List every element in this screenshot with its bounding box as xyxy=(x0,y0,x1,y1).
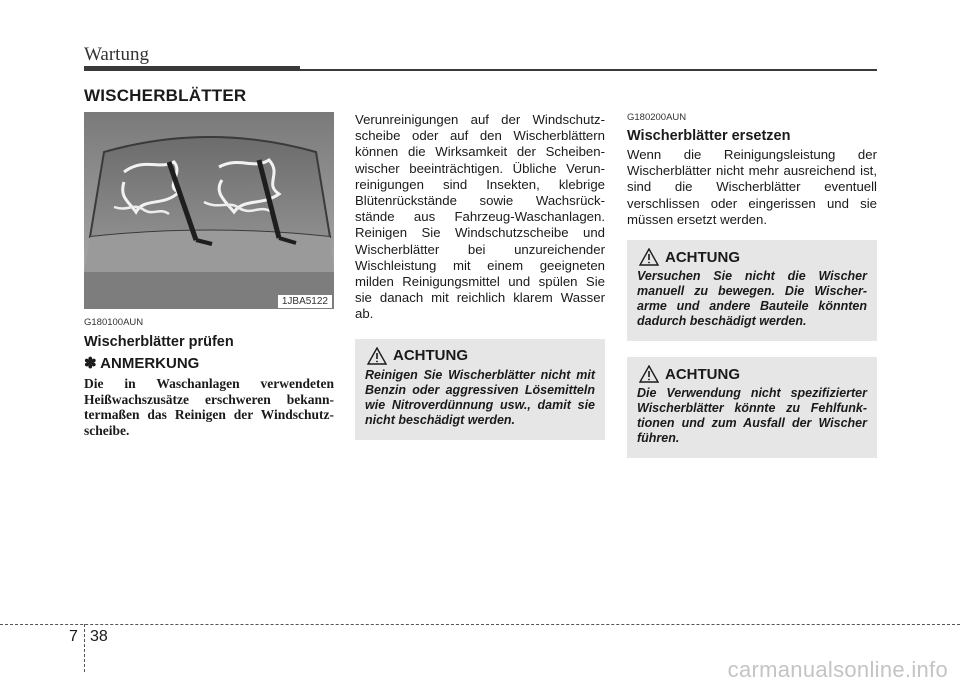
figure-label: 1JBA5122 xyxy=(278,295,332,308)
section-code: G180200AUN xyxy=(627,112,687,123)
middle-column xyxy=(355,112,605,440)
left-column xyxy=(84,112,334,438)
warning-triangle-icon xyxy=(639,248,659,266)
windshield-illustration xyxy=(84,112,334,309)
body-text: Verunreinigungen auf der Windschutz-scheibe oder auf den Wischerblättern können die Wirksamkeit der Scheiben-wischer beeinträchtigen. Übliche Verun-reinigungen sind Insekten, klebrige Blütenrückstände sowie Wachsrück-stände aus Fahrzeug-Waschanlagen. Reinigen Sie Windschutzscheibe und Wischerblätter bei unzureichender Wischleistung mit einem geeigneten milden Reinigungsmittel und spülen Sie sie danach mit reichlich klarem Wasser ab. xyxy=(355,112,605,322)
warning-text: Versuchen Sie nicht die Wischer manuell zu bewegen. Die Wischer-arme und andere Bauteile könnten dadurch beschädigt werden. xyxy=(637,269,867,329)
warning-text: Die Verwendung nicht spezifizierter Wischerblätter könnte zu Fehlfunk-tionen und zum Ausfall der Wischer führen. xyxy=(637,386,867,446)
chapter-number: 7 xyxy=(69,628,78,645)
warning-title: ACHTUNG xyxy=(393,347,468,365)
subheading: Wischerblätter prüfen xyxy=(84,334,234,350)
footer-dashed-rule xyxy=(0,624,960,625)
warning-box xyxy=(627,357,877,458)
warning-triangle-icon xyxy=(367,347,387,365)
warning-heading xyxy=(637,365,867,383)
watermark: carmanualsonline.info xyxy=(727,657,948,682)
warning-title: ACHTUNG xyxy=(665,248,740,266)
section-title: WISCHERBLÄTTER xyxy=(84,86,247,105)
subheading: Wischerblätter ersetzen xyxy=(627,128,791,144)
warning-box xyxy=(627,240,877,341)
body-text: Wenn die Reinigungsleistung der Wischerblätter nicht mehr ausreichend ist, sind die Wischerblätter eventuell verschlissen oder eingerissen und sie müssen ersetzt werden. xyxy=(627,147,877,227)
note-text: Die in Waschanlagen verwendeten Heißwachszusätze erschweren bekann-termaßen das Reinigen der Windschutz-scheibe. xyxy=(84,376,334,438)
warning-heading xyxy=(637,248,867,266)
windshield-wiper-figure xyxy=(84,112,334,309)
header-rule-thick xyxy=(84,66,300,71)
right-column xyxy=(627,112,877,458)
warning-triangle-icon xyxy=(639,365,659,383)
warning-title: ACHTUNG xyxy=(665,365,740,383)
page-number: 38 xyxy=(90,628,108,645)
section-code: G180100AUN xyxy=(84,317,144,328)
warning-text: Reinigen Sie Wischerblätter nicht mit Benzin oder aggressiven Lösemitteln wie Nitroverdünnung usw., damit sie nicht beschädigt werden. xyxy=(365,367,595,427)
warning-heading xyxy=(365,347,595,365)
header-rule-thin xyxy=(300,69,877,71)
warning-box xyxy=(355,339,605,440)
header-title: Wartung xyxy=(84,44,149,65)
note-heading: ✽ ANMERKUNG xyxy=(84,355,200,372)
footer-dashed-divider xyxy=(84,624,85,672)
